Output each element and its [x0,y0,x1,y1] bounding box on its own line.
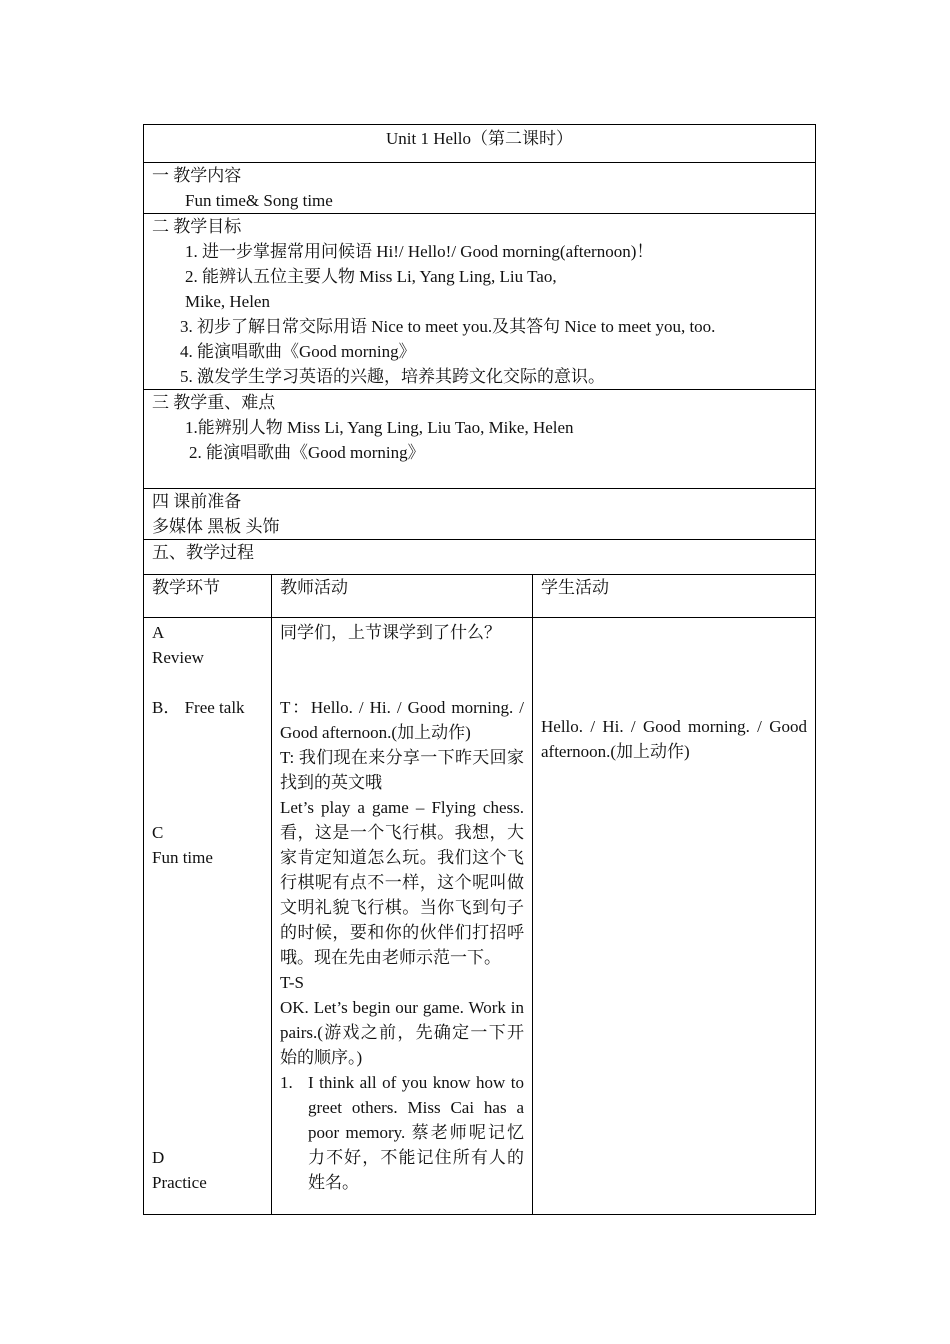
section-heading: 四 课前准备 [152,492,242,511]
lesson-plan-table [143,124,816,1215]
list-text: I think all of you know how to greet others. Miss Cai has a poor memory. 蔡老师呢记忆力不好，不能记住所有人的姓名。 [308,1073,524,1192]
process-header-row [144,575,816,618]
section-process [144,540,816,575]
section-heading: 五、教学过程 [152,543,254,562]
key-point-item: 2. 能演唱歌曲《Good morning》 [189,443,425,462]
goal-item: 4. 能演唱歌曲《Good morning》 [180,342,416,361]
section-heading: 三 教学重、难点 [152,393,276,412]
key-point-item: 1.能辨别人物 Miss Li, Yang Ling, Liu Tao, Mike, Helen [185,418,574,437]
stage-letter: C [152,823,164,842]
stage-name: Review [152,648,204,667]
section-body: Fun time& Song time [185,191,333,210]
stage-letter: A [152,623,165,642]
teacher-text: OK. Let’s begin our game. Work in pairs.(游戏之前，先确定一下开始的顺序。) [280,998,524,1067]
stage-cell [144,618,272,1215]
goal-item: 5. 激发学生学习英语的兴趣，培养其跨文化交际的意识。 [180,367,605,386]
section-key-points [144,390,816,489]
section-preparation [144,489,816,540]
student-activity-cell [533,618,816,1215]
teacher-text: T-S [280,973,304,992]
column-header: 教师活动 [272,575,533,618]
goal-item: 3. 初步了解日常交际用语 Nice to meet you.及其答句 Nice to meet you, too. [180,317,716,336]
teacher-text: T：Hello. / Hi. / Good morning. / Good afternoon.(加上动作) [280,698,524,742]
section-heading: 二 教学目标 [152,217,242,236]
column-header: 学生活动 [533,575,816,618]
goal-item: Mike, Helen [185,292,270,311]
teacher-list-item [280,1070,524,1195]
list-number: 1. [280,1073,293,1092]
goal-item: 2. 能辨认五位主要人物 Miss Li, Yang Ling, Liu Tao, [185,267,557,286]
teacher-activity-cell [272,618,533,1215]
section-goals [144,214,816,390]
section-heading: 一 教学内容 [152,166,242,185]
stage-name: B． Free talk [152,698,245,717]
section-content [144,163,816,214]
process-content-row [144,618,816,1215]
stage-name: Fun time [152,848,213,867]
goal-item: 1. 进一步掌握常用问候语 Hi!/ Hello!/ Good morning(afternoon)！ [185,242,654,261]
teacher-text: Let’s play a game – Flying chess. 看，这是一个飞行棋。我想，大家肯定知道怎么玩。我们这个飞行棋呢有点不一样，这个呢叫做文明礼貌飞行棋。当你飞到句子的时候，要和你的伙伴们打招呼哦。现在先由老师示范一下。 [280,798,524,967]
teacher-text: T: 我们现在来分享一下昨天回家找到的英文哦 [280,748,524,792]
column-header: 教学环节 [144,575,272,618]
stage-letter: D [152,1148,165,1167]
section-body: 多媒体 黑板 头饰 [152,517,280,536]
teacher-text: 同学们，上节课学到了什么？ [280,623,501,642]
stage-name: Practice [152,1173,207,1192]
lesson-title: Unit 1 Hello（第二课时） [144,125,816,163]
title-row [144,125,816,163]
student-text: Hello. / Hi. / Good morning. / Good afternoon.(加上动作) [541,717,807,761]
